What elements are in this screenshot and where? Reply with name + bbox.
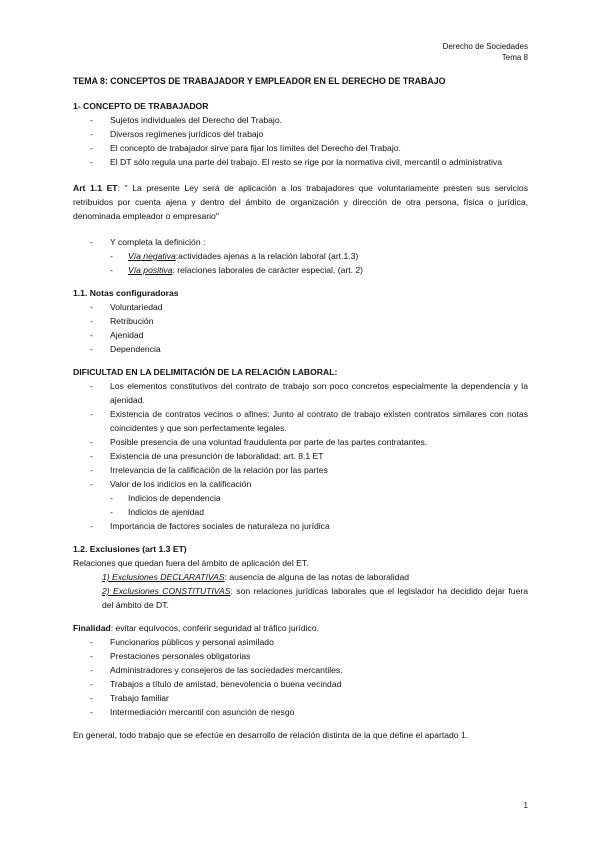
list-item: - Trabajo familiar xyxy=(90,693,169,703)
header-subject: Derecho de Sociedades xyxy=(442,42,528,51)
article-quote: Art 1.1 ET: " La presente Ley será de aplicación a los trabajadores que voluntariamente presten sus servicios retribuidos por cuenta ajena y dentro del ámbito de organización y dirección de otra persona, física o jurídica, denominada empleador o empresario" xyxy=(73,183,528,221)
list-item: - Y completa la definición : xyxy=(90,237,206,247)
list-item: - Diversos regímenes jurídicos del trabajo xyxy=(90,129,264,139)
list-item: - El DT sólo regula una parte del trabajo. El resto se rige por la normativa civil, mercantil o administrativa xyxy=(90,157,502,167)
section-heading: 1.2. Exclusiones (art 1.3 ET) xyxy=(73,544,187,554)
list-item: - Intermediación mercantil con asunción de riesgo xyxy=(90,707,295,717)
closing-paragraph: En general, todo trabajo que se efectúe en desarrollo de relación distinta de la que define el apartado 1. xyxy=(73,730,469,740)
section-heading: DIFICULTAD EN LA DELIMITACIÓN DE LA RELACIÓN LABORAL: xyxy=(73,367,338,377)
list-item: - Prestaciones personales obligatorias xyxy=(90,651,251,661)
section-heading: 1- CONCEPTO DE TRABAJADOR xyxy=(73,101,209,111)
list-item: - Retribución xyxy=(90,316,154,326)
list-item: - Existencia de una presunción de laboralidad: art. 8.1 ET xyxy=(90,451,324,461)
list-item: - Dependencia xyxy=(90,344,161,354)
list-item: - Sujetos individuales del Derecho del Trabajo. xyxy=(90,115,282,125)
finalidad-paragraph: Finalidad: evitar equívocos, conferir seguridad al tráfico jurídico. xyxy=(73,623,319,633)
page-header xyxy=(443,41,528,63)
list-item: - Ajenidad xyxy=(90,330,144,340)
list-item: - Existencia de contratos vecinos o afines: Junto al contrato de trabajo existen contratos similares con notas coincidentes y que son perfectamente legales. xyxy=(90,409,528,433)
list-item: - Voluntariedad xyxy=(90,302,163,312)
list-item: - Los elementos constitutivos del contrato de trabajo son poco concretos especialmente la dependencia y la ajenidad. xyxy=(90,381,528,405)
list-item: - Importancia de factores sociales de naturaleza no jurídica xyxy=(90,521,330,531)
document-body xyxy=(73,99,528,742)
sub-list-item: - Vía negativa:actividades ajenas a la relación laboral (art.1.3) xyxy=(110,251,359,261)
list-item: - Administradores y consejeros de las sociedades mercantiles. xyxy=(90,665,343,675)
sub-list-item: - Indicios de dependencia xyxy=(110,493,221,503)
section-heading: 1.1. Notas configuradoras xyxy=(73,288,179,298)
sub-list-item: - Vía positiva: relaciones laborales de carácter especial. (art. 2) xyxy=(110,265,364,275)
page-number: 1 xyxy=(523,801,528,810)
exclusions-intro: Relaciones que quedan fuera del ámbito de aplicación del ET. xyxy=(73,558,309,568)
list-item: - Valor de los indicios en la calificación xyxy=(90,479,252,489)
sub-list-item: - Indicios de ajenidad xyxy=(110,507,204,517)
list-item: - El concepto de trabajador sirve para fijar los límites del Derecho del Trabajo. xyxy=(90,143,401,153)
list-item: - Funcionarios públicos y personal asimilado xyxy=(90,637,274,647)
list-item: - Trabajos a título de amistad, benevolencia o buena vecindad xyxy=(90,679,342,689)
header-topic: Tema 8 xyxy=(501,53,528,62)
exclusion-item: 2) Exclusiones CONSTITUTIVAS: son relaciones jurídicas laborales que el legislador ha decidido dejar fuera del ámbito de DT. xyxy=(102,586,528,610)
list-item: - Posible presencia de una voluntad fraudulenta por parte de las partes contratantes. xyxy=(90,437,428,447)
exclusion-item: 1) Exclusiones DECLARATIVAS: ausencia de alguna de las notas de laboralidad xyxy=(102,572,410,582)
list-item: - Irrelevancia de la calificación de la relación por las partes xyxy=(90,465,328,475)
document-title: TEMA 8: CONCEPTOS DE TRABAJADOR Y EMPLEADOR EN EL DERECHO DE TRABAJO xyxy=(73,76,446,86)
